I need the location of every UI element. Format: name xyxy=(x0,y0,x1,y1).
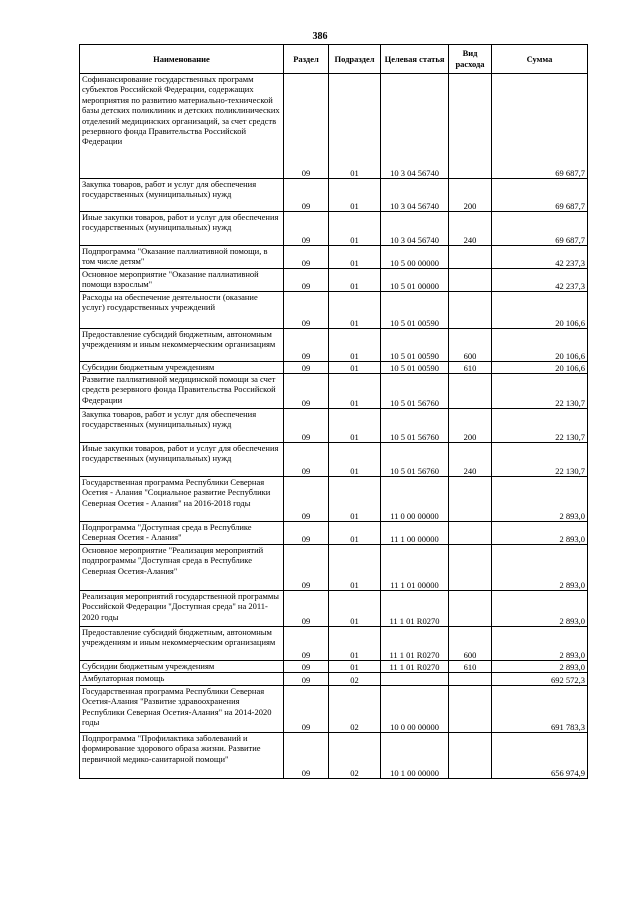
row-target: 11 0 00 00000 xyxy=(381,477,449,522)
row-section: 09 xyxy=(284,179,329,212)
row-subsection: 01 xyxy=(329,269,381,292)
row-target: 10 5 01 00000 xyxy=(381,269,449,292)
row-target: 11 1 01 R0270 xyxy=(381,661,449,673)
row-target: 10 3 04 56740 xyxy=(381,179,449,212)
row-section: 09 xyxy=(284,362,329,374)
row-name: Амбулаторная помощь xyxy=(80,673,284,686)
row-target: 10 5 01 00590 xyxy=(381,362,449,374)
row-target: 10 3 04 56740 xyxy=(381,74,449,179)
row-amount: 22 130,7 xyxy=(492,409,588,443)
row-amount: 69 687,7 xyxy=(492,179,588,212)
row-expense: 240 xyxy=(449,443,492,477)
row-name: Расходы на обеспечение деятельности (оказание услуг) государственных учреждений xyxy=(80,292,284,329)
table-row xyxy=(80,591,588,627)
row-subsection: 01 xyxy=(329,545,381,591)
row-subsection: 02 xyxy=(329,733,381,779)
table-row xyxy=(80,269,588,292)
table-row xyxy=(80,627,588,661)
row-section: 09 xyxy=(284,443,329,477)
row-expense xyxy=(449,686,492,733)
column-header-expense: Вид расхода xyxy=(449,45,492,74)
row-section: 09 xyxy=(284,591,329,627)
row-name: Субсидии бюджетным учреждениям xyxy=(80,362,284,374)
row-target: 10 5 00 00000 xyxy=(381,246,449,269)
row-subsection: 01 xyxy=(329,477,381,522)
row-amount: 2 893,0 xyxy=(492,661,588,673)
row-amount: 42 237,3 xyxy=(492,269,588,292)
row-expense: 610 xyxy=(449,362,492,374)
row-amount: 22 130,7 xyxy=(492,374,588,409)
column-header-name: Наименование xyxy=(80,45,284,74)
row-subsection: 01 xyxy=(329,409,381,443)
row-target: 10 3 04 56740 xyxy=(381,212,449,246)
row-amount: 69 687,7 xyxy=(492,212,588,246)
table-row xyxy=(80,545,588,591)
row-amount: 656 974,9 xyxy=(492,733,588,779)
row-name: Софинансирование государственных программ субъектов Российской Федерации, содержащих мероприятия по развитию материально-технической базы детских поликлиник и детских поликлинических отделений медицинских организаций, за счет средств резервного фонда Правительства Российской Федерации xyxy=(80,74,284,179)
row-section: 09 xyxy=(284,246,329,269)
row-section: 09 xyxy=(284,74,329,179)
page-number: 386 xyxy=(312,31,328,42)
table-row xyxy=(80,74,588,179)
row-name: Государственная программа Республики Северная Осетия - Алания "Социальное развитие Республики Северная Осетия - Алания" на 2016-2018 годы xyxy=(80,477,284,522)
row-target: 11 1 01 R0270 xyxy=(381,591,449,627)
row-name: Подпрограмма "Оказание паллиативной помощи, в том числе детям" xyxy=(80,246,284,269)
row-subsection: 01 xyxy=(329,329,381,362)
row-subsection: 01 xyxy=(329,591,381,627)
row-target: 10 5 01 56760 xyxy=(381,443,449,477)
row-expense xyxy=(449,74,492,179)
row-expense xyxy=(449,292,492,329)
row-name: Реализация мероприятий государственной программы Российской Федерации "Доступная среда" на 2011-2020 годы xyxy=(80,591,284,627)
row-name: Подпрограмма "Профилактика заболеваний и формирование здорового образа жизни. Развитие первичной медико-санитарной помощи" xyxy=(80,733,284,779)
row-target xyxy=(381,673,449,686)
table-row xyxy=(80,292,588,329)
row-name: Государственная программа Республики Северная Осетия-Алания "Развитие здравоохранения Республики Северная Осетия-Алания" на 2014-2020 годы xyxy=(80,686,284,733)
row-amount: 2 893,0 xyxy=(492,545,588,591)
row-target: 10 5 01 56760 xyxy=(381,374,449,409)
row-expense xyxy=(449,269,492,292)
row-subsection: 01 xyxy=(329,522,381,545)
row-section: 09 xyxy=(284,673,329,686)
row-target: 10 0 00 00000 xyxy=(381,686,449,733)
row-subsection: 01 xyxy=(329,246,381,269)
row-amount: 22 130,7 xyxy=(492,443,588,477)
row-name: Предоставление субсидий бюджетным, автономным учреждениям и иным некоммерческим организациям xyxy=(80,329,284,362)
row-section: 09 xyxy=(284,409,329,443)
row-amount: 20 106,6 xyxy=(492,329,588,362)
row-amount: 2 893,0 xyxy=(492,591,588,627)
row-name: Закупка товаров, работ и услуг для обеспечения государственных (муниципальных) нужд xyxy=(80,409,284,443)
table-row xyxy=(80,733,588,779)
row-subsection: 01 xyxy=(329,74,381,179)
row-expense xyxy=(449,545,492,591)
row-section: 09 xyxy=(284,545,329,591)
row-amount: 20 106,6 xyxy=(492,362,588,374)
row-expense xyxy=(449,374,492,409)
row-section: 09 xyxy=(284,661,329,673)
row-section: 09 xyxy=(284,686,329,733)
row-expense: 200 xyxy=(449,409,492,443)
table-row xyxy=(80,329,588,362)
row-amount: 2 893,0 xyxy=(492,477,588,522)
table-row xyxy=(80,443,588,477)
row-expense: 600 xyxy=(449,627,492,661)
row-amount: 20 106,6 xyxy=(492,292,588,329)
row-section: 09 xyxy=(284,477,329,522)
column-header-amount: Сумма xyxy=(492,45,588,74)
table-row xyxy=(80,686,588,733)
table-row xyxy=(80,409,588,443)
row-amount: 692 572,3 xyxy=(492,673,588,686)
row-name: Субсидии бюджетным учреждениям xyxy=(80,661,284,673)
row-subsection: 01 xyxy=(329,374,381,409)
row-expense: 610 xyxy=(449,661,492,673)
row-target: 11 1 00 00000 xyxy=(381,522,449,545)
table-row xyxy=(80,477,588,522)
row-subsection: 01 xyxy=(329,179,381,212)
row-section: 09 xyxy=(284,374,329,409)
row-expense: 200 xyxy=(449,179,492,212)
row-section: 09 xyxy=(284,292,329,329)
row-target: 10 5 01 00590 xyxy=(381,292,449,329)
row-expense: 240 xyxy=(449,212,492,246)
table-row xyxy=(80,522,588,545)
column-header-target: Целевая статья xyxy=(381,45,449,74)
row-name: Закупка товаров, работ и услуг для обеспечения государственных (муниципальных) нужд xyxy=(80,179,284,212)
row-expense: 600 xyxy=(449,329,492,362)
row-name: Иные закупки товаров, работ и услуг для обеспечения государственных (муниципальных) нужд xyxy=(80,212,284,246)
row-section: 09 xyxy=(284,733,329,779)
row-amount: 2 893,0 xyxy=(492,522,588,545)
row-amount: 2 893,0 xyxy=(492,627,588,661)
row-subsection: 01 xyxy=(329,627,381,661)
row-subsection: 01 xyxy=(329,212,381,246)
row-subsection: 01 xyxy=(329,443,381,477)
column-header-section: Раздел xyxy=(284,45,329,74)
table-row xyxy=(80,661,588,673)
row-amount: 42 237,3 xyxy=(492,246,588,269)
row-expense xyxy=(449,477,492,522)
row-target: 11 1 01 R0270 xyxy=(381,627,449,661)
row-amount: 69 687,7 xyxy=(492,74,588,179)
row-subsection: 01 xyxy=(329,661,381,673)
row-name: Основное мероприятие "Оказание паллиативной помощи взрослым" xyxy=(80,269,284,292)
row-section: 09 xyxy=(284,627,329,661)
table-header-row xyxy=(80,45,588,74)
row-subsection: 02 xyxy=(329,686,381,733)
table-row xyxy=(80,179,588,212)
table-row xyxy=(80,374,588,409)
row-section: 09 xyxy=(284,212,329,246)
table-row xyxy=(80,212,588,246)
row-expense xyxy=(449,673,492,686)
row-section: 09 xyxy=(284,269,329,292)
row-subsection: 01 xyxy=(329,362,381,374)
row-name: Иные закупки товаров, работ и услуг для обеспечения государственных (муниципальных) нужд xyxy=(80,443,284,477)
row-subsection: 01 xyxy=(329,292,381,329)
row-target: 11 1 01 00000 xyxy=(381,545,449,591)
row-expense xyxy=(449,522,492,545)
table-row xyxy=(80,362,588,374)
row-name: Предоставление субсидий бюджетным, автономным учреждениям и иным некоммерческим организациям xyxy=(80,627,284,661)
row-expense xyxy=(449,591,492,627)
table-row xyxy=(80,246,588,269)
row-target: 10 5 01 56760 xyxy=(381,409,449,443)
row-name: Основное мероприятие "Реализация мероприятий подпрограммы "Доступная среда в Республике Северная Осетия-Алания" xyxy=(80,545,284,591)
row-amount: 691 783,3 xyxy=(492,686,588,733)
row-name: Развитие паллиативной медицинской помощи за счет средств резервного фонда Правительства Российской Федерации xyxy=(80,374,284,409)
column-header-subsection: Подраздел xyxy=(329,45,381,74)
row-name: Подпрограмма "Доступная среда в Республике Северная Осетия - Алания" xyxy=(80,522,284,545)
row-expense xyxy=(449,246,492,269)
row-section: 09 xyxy=(284,522,329,545)
row-section: 09 xyxy=(284,329,329,362)
row-expense xyxy=(449,733,492,779)
row-subsection: 02 xyxy=(329,673,381,686)
row-target: 10 5 01 00590 xyxy=(381,329,449,362)
row-target: 10 1 00 00000 xyxy=(381,733,449,779)
budget-table xyxy=(79,44,588,779)
table-row xyxy=(80,673,588,686)
